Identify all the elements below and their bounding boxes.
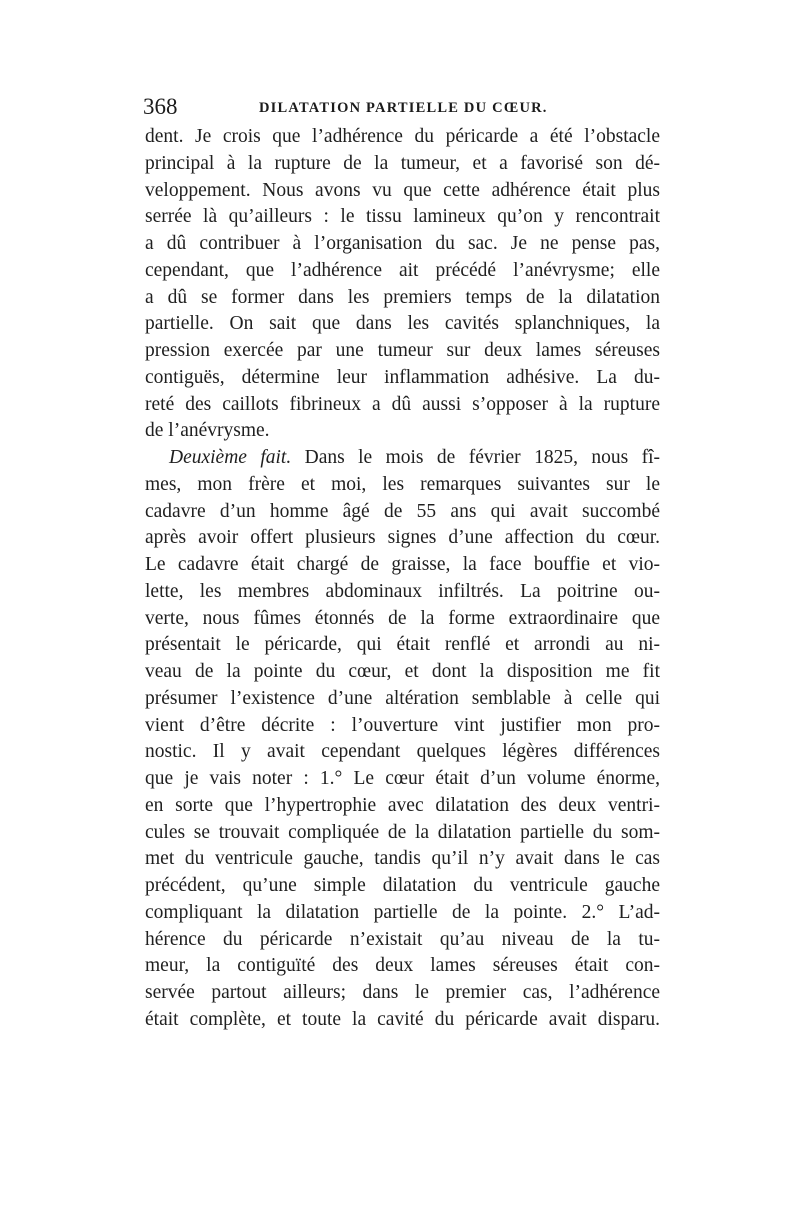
section-lead-italic: Deuxième fait. [169,447,292,468]
text-line: présumer l’existence d’une altération semblable à celle qui [145,687,660,709]
text-line: reté des caillots fibrineux a dû aussi s’opposer à la rupture [145,393,660,415]
section-lead-text: Dans le mois de février 1825, nous fî- [291,447,660,468]
text-line: hérence du péricarde n’existait qu’au niveau de la tu- [145,928,660,950]
paragraph-first [145,124,660,445]
text-line: vient d’être décrite : l’ouverture vint justifier mon pro- [145,714,660,736]
page-number: 368 [143,94,178,119]
text-line: partielle. On sait que dans les cavités splanchniques, la [145,313,660,335]
text-line: présentait le péricarde, qui était renflé et arrondi au ni- [145,634,660,656]
text-line: lette, les membres abdominaux infiltrés. La poitrine ou- [145,580,660,602]
text-line: dent. Je crois que l’adhérence du péricarde a été l’obstacle [145,126,660,147]
text-line: a dû contribuer à l’organisation du sac. Je ne pense pas, [145,233,660,254]
text-line: principal à la rupture de la tumeur, et a favorisé son dé- [145,152,660,174]
text-line: après avoir offert plusieurs signes d’une affection du cœur. [145,527,660,549]
text-line: de l’anévrysme. [145,420,270,442]
text-line: veloppement. Nous avons vu que cette adhérence était plus [145,179,660,201]
text-line: que je vais noter : 1.° Le cœur était d’un volume énorme, [145,768,660,789]
text-line: servée partout ailleurs; dans le premier cas, l’adhérence [145,982,660,1003]
page-header [143,92,663,122]
text-line: précédent, qu’une simple dilatation du ventricule gauche [145,875,660,896]
text-line: cadavre d’un homme âgé de 55 ans qui avait succombé [145,500,660,522]
text-line [145,445,660,472]
text-line: meur, la contiguïté des deux lames séreuses était con- [145,955,660,977]
text-line: met du ventricule gauche, tandis qu’il n’y avait dans le cas [145,848,660,870]
text-line: cules se trouvait compliquée de la dilatation partielle du som- [145,821,660,843]
running-head: DILATATION PARTIELLE DU CŒUR. [259,100,548,116]
text-line: verte, nous fûmes étonnés de la forme extraordinaire que [145,607,660,629]
text-line: contiguës, détermine leur inflammation adhésive. La du- [145,366,660,388]
text-line: veau de la pointe du cœur, et dont la disposition me fit [145,661,660,682]
text-line: a dû se former dans les premiers temps de la dilatation [145,286,660,308]
text-line: en sorte que l’hypertrophie avec dilatation des deux ventri- [145,794,660,816]
body-text [145,124,660,1034]
text-line: Le cadavre était chargé de graisse, la face bouffie et vio- [145,554,660,575]
text-line: nostic. Il y avait cependant quelques légères différences [145,741,660,763]
text-line: mes, mon frère et moi, les remarques suivantes sur le [145,473,660,495]
text-line: était complète, et toute la cavité du péricarde avait disparu. [145,1008,660,1030]
text-line: cependant, que l’adhérence ait précédé l’anévrysme; elle [145,259,660,281]
paragraph-deuxieme-fait [145,445,660,1034]
text-line: pression exercée par une tumeur sur deux lames séreuses [145,340,660,361]
text-line: serrée là qu’ailleurs : le tissu lamineux qu’on y rencontrait [145,206,660,228]
text-line: compliquant la dilatation partielle de la pointe. 2.° L’ad- [145,901,660,923]
